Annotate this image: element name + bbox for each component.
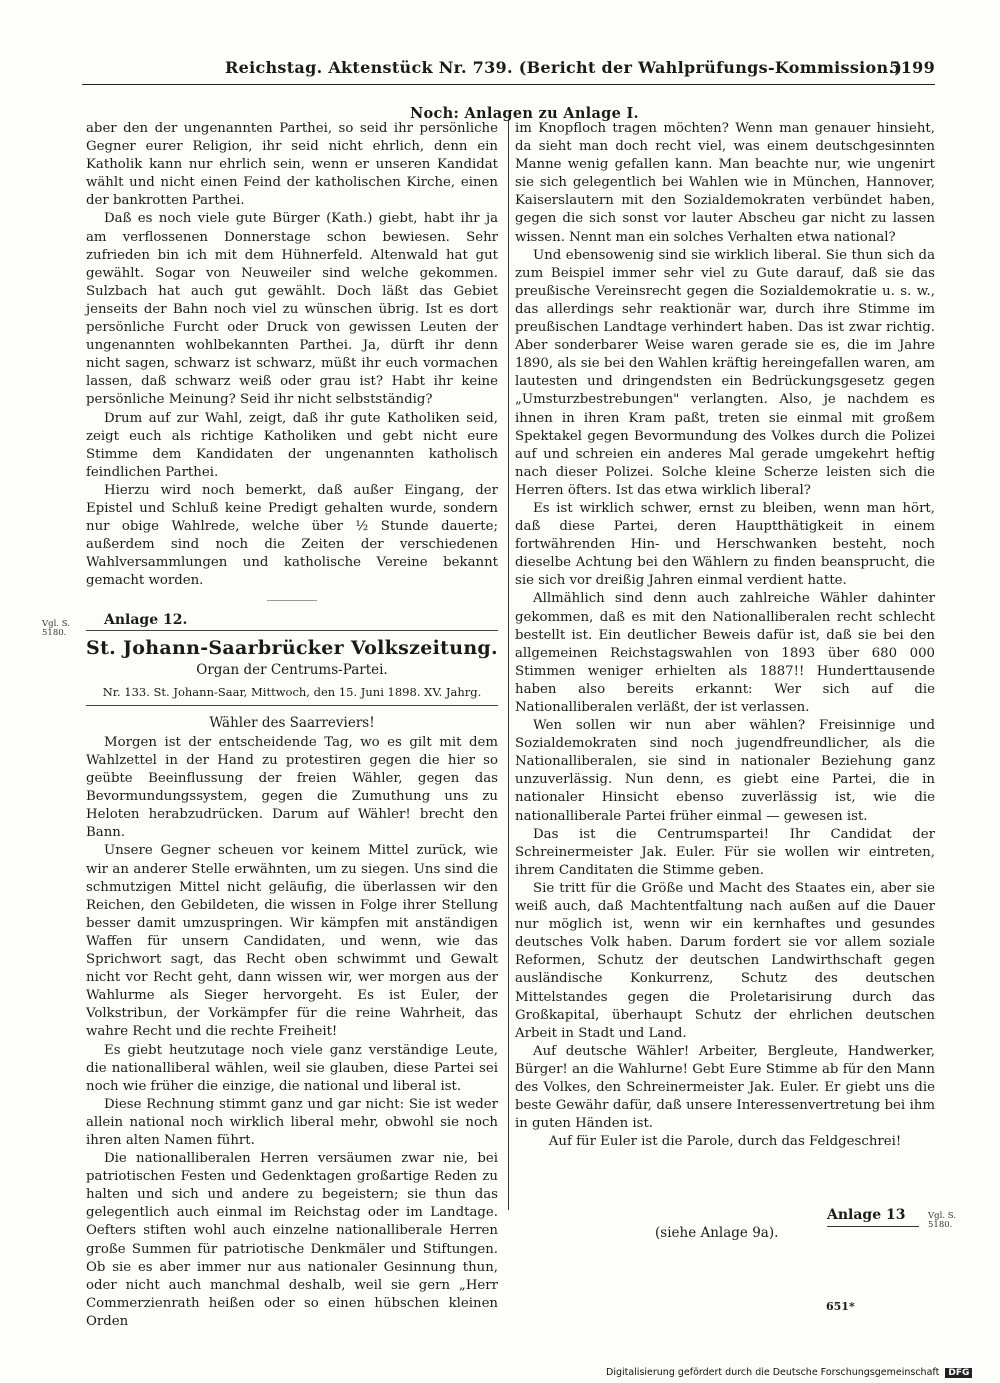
column-divider: [508, 120, 509, 1210]
paragraph: aber den der ungenannten Parthei, so seid ihr persönliche Gegner eurer Religion, ihr seid nicht ehrlich, denn ein Katholik kann nur ehrlich sein, wenn er unseren Kandidat wählt und nicht einen Feind der katholischen Kirche, einen der bankrotten Parthei.: [86, 121, 498, 209]
newspaper-title: St. Johann-Saarbrücker Volkszeitung.: [86, 636, 498, 659]
section-subhead: Noch: Anlagen zu Anlage I.: [410, 105, 639, 122]
margin-note: Vgl. S. 5180.: [928, 1211, 956, 1230]
paragraph: Wen sollen wir nun aber wählen? Freisinnige und Sozialdemokraten sind noch jugendfreundlicher, als die Nationalliberalen, sie sind in nationaler Beziehung ganz unzuverlässig. Nun denn, es giebt eine Partei, die in nationaler Hinsicht ebenso zuverlässig ist, wie die nationalliberale Partei früher einmal — gewesen ist.: [515, 718, 935, 824]
printer-signature: 651*: [826, 1300, 855, 1313]
closing-line: Auf für Euler ist die Parole, durch das Feldgeschrei!: [548, 1134, 902, 1150]
paragraph: Sie tritt für die Größe und Macht des Staates ein, aber sie weiß auch, daß Machtentfaltung nach außen auf die Dauer nur möglich ist, wenn wir ein kernhaftes und gesundes deutsches Volk haben. Darum fordert sie vor allem soziale Reformen, Schutz der deutschen Landwirthschaft gegen ausländische Konkurrenz, Schutz des deutschen Mittelstandes gegen die Proletarisirung durch das Großkapital, überhaupt Schutz der ehrlichen deutschen Arbeit in Stadt und Land.: [515, 880, 935, 1041]
page-number: 5199: [889, 58, 935, 77]
running-header: [225, 58, 935, 77]
paragraph: Drum auf zur Wahl, zeigt, daß ihr gute Katholiken seid, zeigt euch als richtige Katholiken und gebt nicht eure Stimme dem Kandidaten der ungenannten katholisch feindlichen Parthei.: [86, 410, 498, 480]
paragraph: Es ist wirklich schwer, ernst zu bleiben, wenn man hört, daß diese Partei, deren Hauptthätigkeit in einem fortwährenden Hin- und Herschwanken besteht, noch dieselbe Achtung bei den Wählern zu finden beansprucht, die sie sich vor dreißig Jahren einmal verdient hatte.: [515, 500, 935, 589]
anlage13-rule: [827, 1226, 919, 1227]
left-column: [86, 120, 498, 1331]
anlage13-label: Anlage 13: [827, 1207, 906, 1223]
header-rule: [82, 84, 935, 85]
paragraph: Unsere Gegner scheuen vor keinem Mittel zurück, wie wir an anderer Stelle erwähnten, um zu siegen. Uns sind die schmutzigen Mittel nicht geläufig, die überlassen wir den Reichen, den Gebildeten, die wissen in Folge ihrer Stellung besser damit umzuspringen. Wir kämpfen mit anständigen Waffen für unsern Candidaten, und wenn, wie das Sprichwort sagt, das Recht oben schwimmt und Gewalt nicht vor Recht geht, dann wissen wir, wer morgen aus der Wahlurme als Sieger hervorgeht. Es ist Euler, der Volkstribun, der Vorkämpfer für die reine Wahrheit, das wahre Recht und die rechte Freiheit!: [86, 843, 498, 1040]
anlage-label: Anlage 12.: [104, 612, 188, 629]
paragraph: Diese Rechnung stimmt ganz und gar nicht: Sie ist weder allein national noch wirklich liberal mehr, obwohl sie noch ihren alten Namen führt.: [86, 1096, 498, 1148]
section-separator: [267, 600, 317, 601]
paragraph: Die nationalliberalen Herren versäumen zwar nie, bei patriotischen Festen und Gedenktagen großartige Reden zu halten und sich und andere zu begeistern; sie thun das gelegentlich auch einmal im Reichstag oder im Landtage. Oefters stiften wohl auch einzelne nationalliberale Herren große Summen für patriotische Denkmäler und Stiftungen. Ob sie es aber immer nur aus nationaler Gesinnung thun, oder nicht auch manchmal deshalb, weil sie gern „Herr Commerzienrath heißen oder so einen hübschen kleinen Orden: [86, 1151, 498, 1329]
newspaper-issue: Nr. 133. St. Johann-Saar, Mittwoch, den 15. Juni 1898. XV. Jahrg.: [102, 684, 482, 699]
newspaper-organ: Organ der Centrums-Partei.: [196, 661, 388, 678]
anlage-rule: [86, 630, 498, 631]
see-reference: (siehe Anlage 9a).: [655, 1225, 779, 1241]
paragraph: im Knopfloch tragen möchten? Wenn man genauer hinsieht, da sieht man doch recht viel, was einem deutschgesinnten Manne wenig gefallen kann. Man beachte nur, wie ungenirt sie sich gelegentlich bei Wahlen wie in München, Hannover, Kaiserslautern mit den Sozialdemokraten verbündet haben, gegen die sich sonst vor lauter Abscheu gar nicht zu lassen wissen. Nennt man ein solches Verhalten etwa national?: [515, 121, 935, 245]
right-column: [515, 120, 935, 1151]
paragraph: Es giebt heutzutage noch viele ganz verständige Leute, die nationalliberal wählen, weil sie glauben, diese Partei sei noch wie früher die einzige, die national und liberal ist.: [86, 1042, 498, 1094]
paragraph: Und ebensowenig sind sie wirklich liberal. Sie thun sich da zum Beispiel immer sehr viel zu Gute darauf, daß sie das preußische Vereinsrecht gegen die Sozialdemokratie u. s. w., das allerdings sehr reaktionär war, durch ihre Stimme im preußischen Landtage verhindert haben. Das ist zwar richtig. Aber sonderbarer Weise waren gerade sie es, die im Jahre 1890, als sie bei den Wahlen kräftig hereingefallen waren, am lautesten und dringendsten ein Bedrückungsgesetz gegen „Umsturzbestrebungen" verlangten. Also, je nachdem es ihnen in ihren Kram paßt, treten sie einmal mit großem Spektakel gegen Bevormundung des Volkes durch die Polizei auf und schreien ein anderes Mal gerade umgekehrt heftig nach dieser Polizei. Solche kleine Scherze leisten sich die Herren öfters. Ist das etwa wirklich liberal?: [515, 247, 935, 498]
margin-note: Vgl. S. 5180.: [42, 619, 70, 638]
dfg-logo-icon: DFG: [945, 1368, 972, 1378]
paragraph: Hierzu wird noch bemerkt, daß außer Eingang, der Epistel und Schluß keine Predigt gehalten wurde, sondern nur obige Wahlrede, welche über ½ Stunde dauerte; außerdem sind noch die Zeiten der verschiedenen Wahlversammlungen und katholische Vereine bekannt gemacht worden.: [86, 482, 498, 589]
paragraph: Auf deutsche Wähler! Arbeiter, Bergleute, Handwerker, Bürger! an die Wahlurne! Gebt Eure Stimme ab für den Mann des Volkes, den Schreinermeister Jak. Euler. Er giebt uns die beste Gewähr dafür, daß unsere Interessenvertretung bei ihm in guten Händen ist.: [515, 1043, 935, 1132]
article-heading: Wähler des Saarreviers!: [209, 714, 375, 731]
footer-text: Digitalisierung gefördert durch die Deutsche Forschungsgemeinschaft: [606, 1367, 940, 1378]
running-title: Reichstag. Aktenstück Nr. 739. (Bericht der Wahlprüfungs-Kommission.): [225, 58, 903, 77]
issue-rule: [86, 705, 498, 706]
paragraph: Das ist die Centrumspartei! Ihr Candidat der Schreinermeister Jak. Euler. Für sie wollen wir eintreten, ihrem Canditaten die Stimme geben.: [515, 826, 935, 878]
paragraph: Daß es noch viele gute Bürger (Kath.) giebt, habt ihr ja am verflossenen Donnerstage schon bewiesen. Sehr zufrieden bin ich mit dem Hühnerfeld. Altenwald hat gut gewählt. Sogar von Neuweiler sind welche gekommen. Sulzbach hat auch gut gewählt. Doch läßt das Gebiet jenseits der Bahn noch viel zu wünschen übrig. Ist es dort persönliche Furcht oder Druck von gewissen Leuten der ungenannten wohlbekannten Parthei. Ja, dürft ihr denn nicht sagen, schwarz ist schwarz, müßt ihr euch vormachen lassen, daß schwarz weiß oder grau ist? Habt ihr keine persönliche Meinung? Seid ihr nicht selbstständig?: [86, 211, 498, 408]
digitization-footer: [606, 1367, 972, 1378]
paragraph: Allmählich sind denn auch zahlreiche Wähler dahinter gekommen, daß es mit den Nationalliberalen recht schlecht bestellt ist. Ein deutlicher Beweis dafür ist, daß sie bei den allgemeinen Reichstagswahlen von 1893 über 680 000 Stimmen weniger erhielten als 1887!! Hunderttausende haben also bereits erkannt: Wer sich auf die Nationalliberalen verläßt, der ist verlassen.: [515, 591, 935, 715]
paragraph: Morgen ist der entscheidende Tag, wo es gilt mit dem Wahlzettel in der Hand zu protestiren gegen die hier so geübte Beeinflussung der freien Wähler, gegen das Bevormundungssystem, gegen die Zumuthung uns zu Heloten herabzudrücken. Darum auf Wähler! brecht den Bann.: [86, 734, 498, 841]
